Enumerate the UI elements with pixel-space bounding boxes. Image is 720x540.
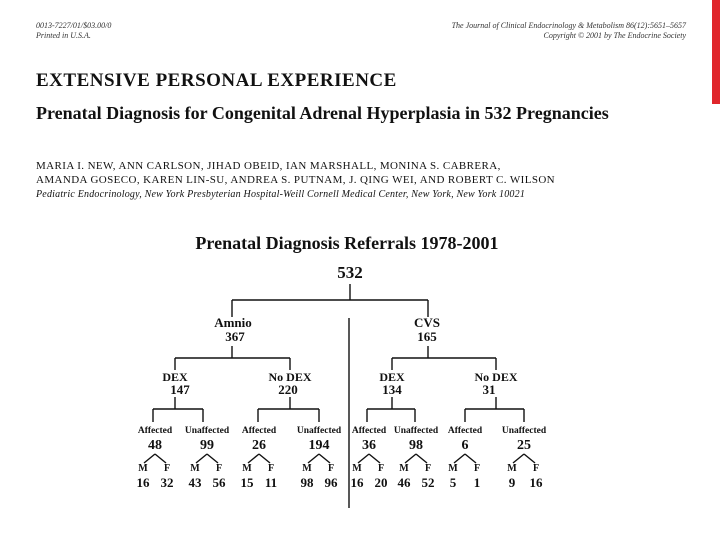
- nodex2-label: No DEX: [474, 370, 518, 384]
- leaf-layer: [137, 409, 547, 490]
- header-printed: Printed in U.S.A.: [36, 31, 91, 40]
- male-count: 46: [397, 475, 411, 490]
- female-count: 32: [160, 475, 174, 490]
- split-line-f: [369, 454, 380, 463]
- male-count: 16: [136, 475, 150, 490]
- nodex1-label: No DEX: [268, 370, 312, 384]
- split-line-m: [513, 454, 524, 463]
- male-label: M: [352, 463, 362, 474]
- split-line-m: [454, 454, 465, 463]
- nodex1-count: 220: [278, 382, 298, 397]
- unaffected-label: Unaffected: [501, 426, 547, 436]
- affected-label: Affected: [447, 426, 483, 436]
- split-line-m: [405, 454, 416, 463]
- unaffected-label: Unaffected: [296, 426, 342, 436]
- male-label: M: [138, 463, 148, 474]
- split-line-m: [144, 454, 155, 463]
- leaf-count: 48: [148, 438, 162, 453]
- paper-title: Prenatal Diagnosis for Congenital Adrenal Hyperplasia in 532 Pregnancies: [36, 103, 609, 123]
- leaf-count: 6: [461, 438, 469, 453]
- header-journal: The Journal of Clinical Endocrinology & Metabolism 86(12):5651–5657: [451, 21, 686, 30]
- female-label: F: [473, 463, 481, 474]
- male-label: M: [302, 463, 312, 474]
- split-line-m: [308, 454, 319, 463]
- leaf-count: 25: [517, 438, 531, 453]
- female-label: F: [215, 463, 223, 474]
- split-line-f: [319, 454, 330, 463]
- amnio-count: 367: [225, 329, 245, 344]
- affected-label: Affected: [241, 426, 277, 436]
- male-count: 5: [449, 475, 457, 490]
- leaf-count: 194: [308, 438, 330, 453]
- male-count: 43: [188, 475, 202, 490]
- authors-line-2: AMANDA GOSECO, KAREN LIN-SU, ANDREA S. PUTNAM, J. QING WEI, AND ROBERT C. WILSON: [36, 174, 556, 186]
- male-label: M: [190, 463, 200, 474]
- affected-label: Affected: [351, 426, 387, 436]
- cvs-label: CVS: [413, 315, 441, 330]
- dex1-label: DEX: [162, 370, 188, 384]
- female-count: 1: [473, 475, 481, 490]
- leaf-count: 98: [409, 438, 423, 453]
- nodex2-count: 31: [482, 382, 496, 397]
- split-line-f: [416, 454, 427, 463]
- female-count: 52: [421, 475, 435, 490]
- female-label: F: [377, 463, 385, 474]
- male-count: 16: [350, 475, 364, 490]
- male-label: M: [448, 463, 458, 474]
- female-label: F: [424, 463, 432, 474]
- male-label: M: [242, 463, 252, 474]
- affected-label: Affected: [137, 426, 173, 436]
- authors-line-1: MARIA I. NEW, ANN CARLSON, JIHAD OBEID, IAN MARSHALL, MONINA S. CABRERA,: [36, 160, 501, 172]
- male-label: M: [399, 463, 409, 474]
- affiliation: Pediatric Endocrinology, New York Presbyterian Hospital-Weill Cornell Medical Center, New York, New York 10021: [36, 189, 526, 200]
- male-count: 9: [508, 475, 516, 490]
- female-label: F: [532, 463, 540, 474]
- root-count: 532: [337, 263, 363, 282]
- figure-title: Prenatal Diagnosis Referrals 1978-2001: [195, 233, 499, 253]
- split-line-f: [259, 454, 270, 463]
- female-count: 16: [529, 475, 543, 490]
- split-line-f: [524, 454, 535, 463]
- unaffected-label: Unaffected: [184, 426, 230, 436]
- cvs-count: 165: [417, 329, 437, 344]
- header-copyright: Copyright © 2001 by The Endocrine Society: [543, 31, 686, 40]
- female-count: 20: [374, 475, 388, 490]
- female-label: F: [163, 463, 171, 474]
- male-count: 98: [300, 475, 314, 490]
- unaffected-label: Unaffected: [393, 426, 439, 436]
- leaf-count: 99: [200, 438, 214, 453]
- split-line-m: [196, 454, 207, 463]
- female-count: 56: [212, 475, 226, 490]
- tree-connectors: [153, 284, 524, 508]
- header-issn: 0013-7227/01/$03.00/0: [36, 21, 112, 30]
- female-count: 96: [324, 475, 338, 490]
- split-line-m: [248, 454, 259, 463]
- female-count: 11: [264, 475, 278, 490]
- leaf-count: 36: [362, 438, 376, 453]
- male-count: 15: [240, 475, 254, 490]
- leaf-count: 26: [252, 438, 266, 453]
- female-label: F: [267, 463, 275, 474]
- female-label: F: [327, 463, 335, 474]
- split-line-f: [155, 454, 166, 463]
- split-line-m: [358, 454, 369, 463]
- male-label: M: [507, 463, 517, 474]
- split-line-f: [207, 454, 218, 463]
- amnio-label: Amnio: [214, 315, 252, 330]
- dex2-count: 134: [382, 382, 402, 397]
- section-label: EXTENSIVE PERSONAL EXPERIENCE: [36, 70, 397, 91]
- dex1-count: 147: [170, 382, 190, 397]
- split-line-f: [465, 454, 476, 463]
- dex2-label: DEX: [379, 370, 405, 384]
